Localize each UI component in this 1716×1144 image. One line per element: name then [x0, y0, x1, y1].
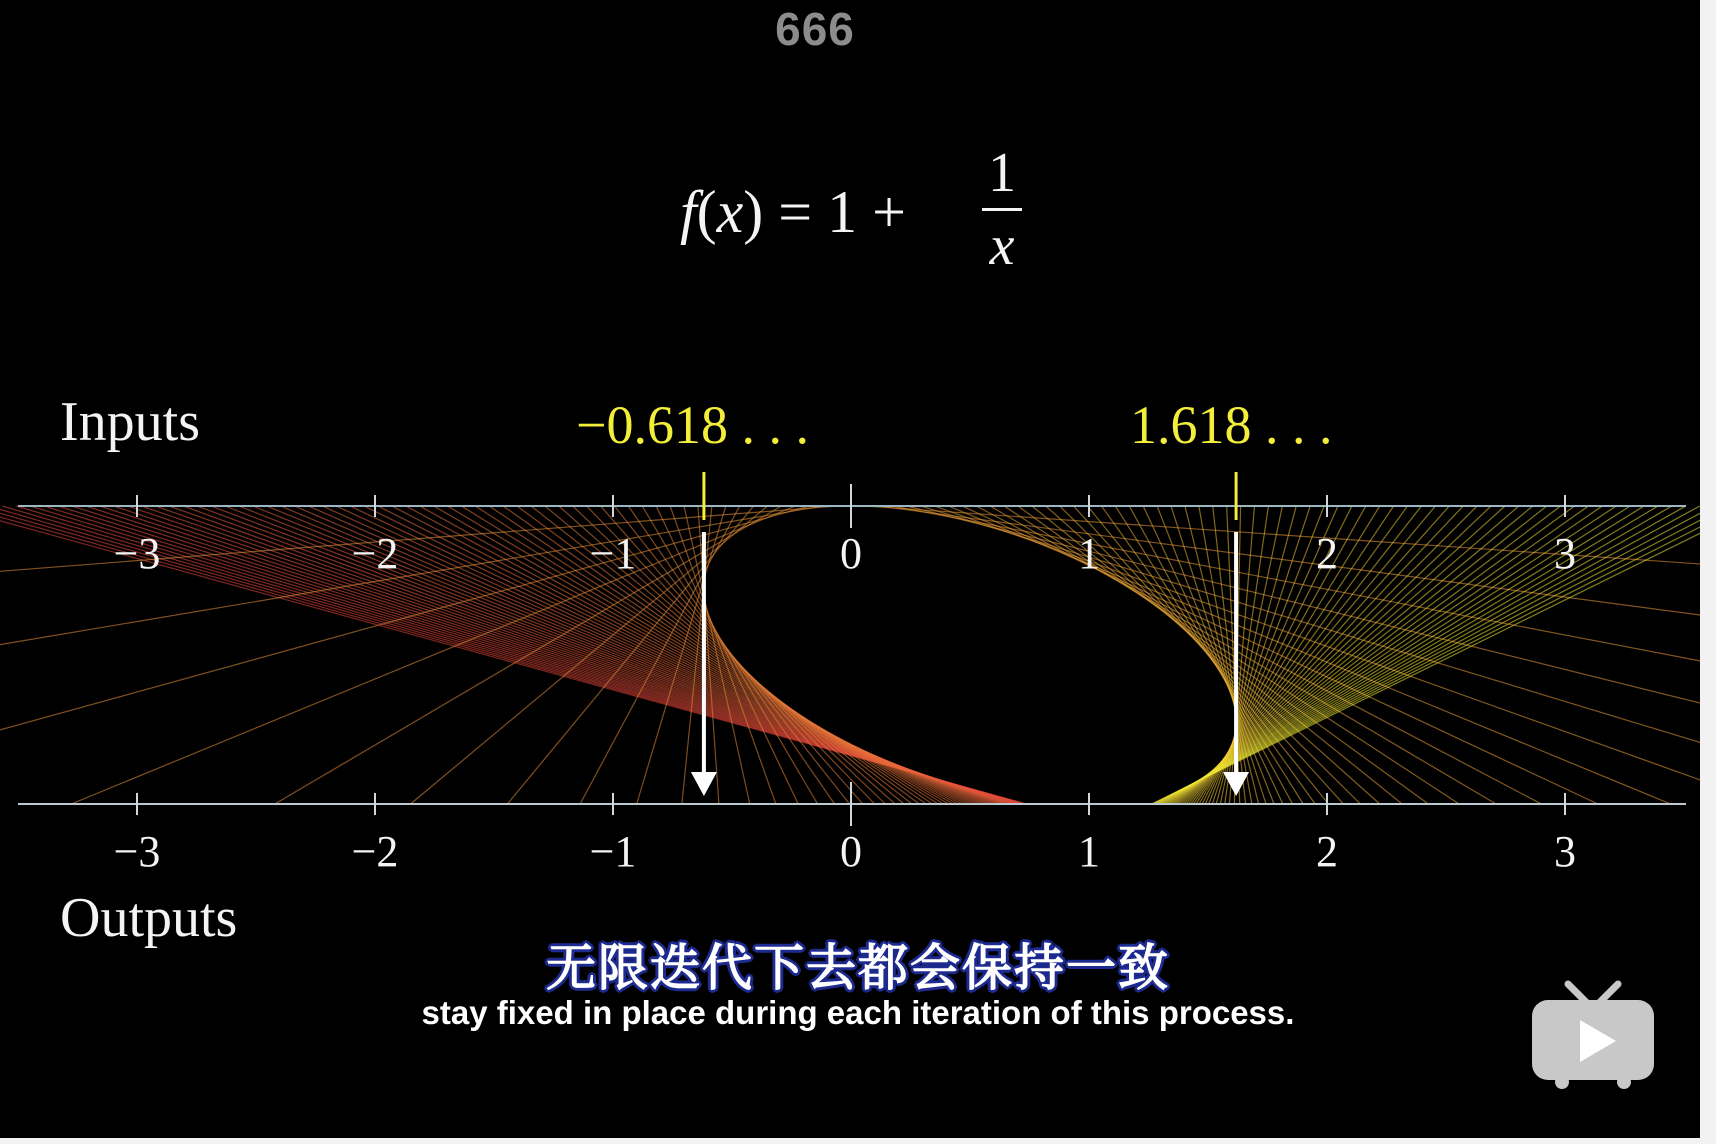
input-axis-tick-label: −2	[351, 529, 399, 578]
mapping-line	[1129, 506, 1292, 804]
output-axis-tick-label: 3	[1554, 827, 1576, 876]
view-counter: 666	[775, 3, 855, 55]
output-axis-ticks	[114, 782, 1576, 876]
subtitle-chinese: 无限迭代下去都会保持一致	[546, 939, 1170, 997]
output-axis-tick-label: 0	[840, 827, 862, 876]
formula-numerator: 1	[988, 142, 1016, 204]
mapping-line	[1101, 506, 1315, 804]
inputs-label: Inputs	[60, 391, 200, 453]
formula-denominator: x	[989, 215, 1015, 277]
mapping-line	[976, 506, 1541, 804]
outputs-label: Outputs	[60, 887, 238, 949]
fixed-point-arrow-head	[691, 772, 717, 796]
mapping-line	[447, 506, 948, 804]
input-axis-tick-label: 0	[840, 529, 862, 578]
mapping-line	[893, 506, 1700, 804]
frame-border-right	[1700, 0, 1716, 1144]
mapping-line	[879, 506, 1700, 804]
formula: f(x) = 1 +	[680, 179, 906, 245]
input-axis-tick-label: 1	[1078, 529, 1100, 578]
mapping-line	[1185, 506, 1259, 804]
input-axis-tick-label: 3	[1554, 529, 1576, 578]
subtitle-english: stay fixed in place during each iteration of this process.	[421, 994, 1295, 1031]
formula-func: f	[680, 179, 697, 245]
output-axis-tick-label: 2	[1316, 827, 1338, 876]
input-axis-tick-label: 2	[1316, 529, 1338, 578]
mapping-line	[1115, 506, 1303, 804]
fixed-point-positive-label: 1.618 . . .	[1130, 395, 1333, 455]
formula-constant: 1	[827, 179, 858, 245]
output-axis-tick-label: 1	[1078, 827, 1100, 876]
formula-var: x	[716, 179, 744, 245]
output-axis-tick-label: −1	[589, 827, 637, 876]
frame-border-bottom	[0, 1138, 1716, 1144]
input-axis-tick-label: −3	[113, 529, 161, 578]
input-axis-tick-label: −1	[589, 529, 637, 578]
tv-play-icon[interactable]	[1528, 980, 1658, 1090]
output-axis-tick-label: −3	[113, 827, 161, 876]
mapping-line	[406, 506, 962, 804]
output-axis-tick-label: −2	[351, 827, 399, 876]
fixed-point-negative-label: −0.618 . . .	[576, 395, 809, 455]
